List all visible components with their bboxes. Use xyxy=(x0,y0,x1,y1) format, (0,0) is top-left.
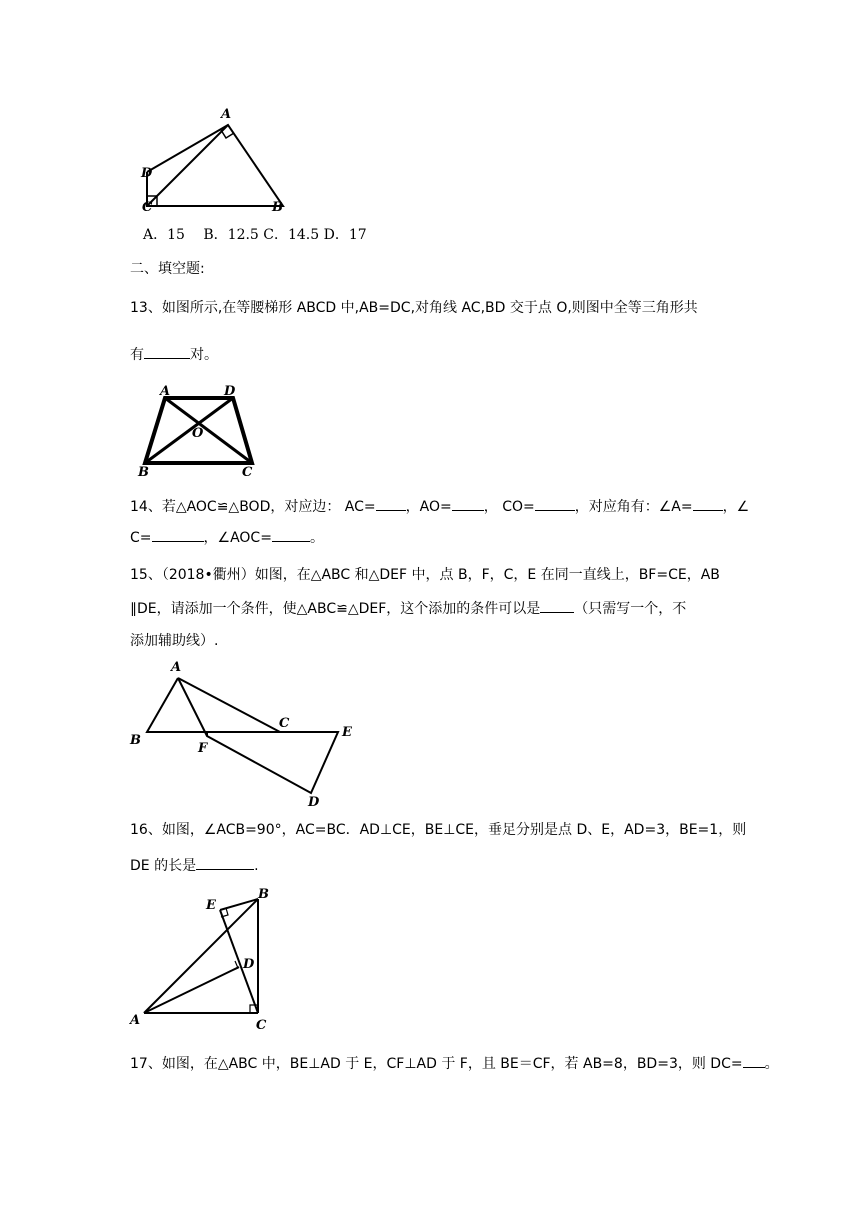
q14-line2 xyxy=(130,527,324,548)
q14-blank-angle-c[interactable] xyxy=(152,527,204,542)
q16-answer-blank[interactable] xyxy=(196,855,254,870)
q15-line2-pre: ∥DE，请添加一个条件，使△ABC≌△DEF，这个添加的条件可以是 xyxy=(130,601,541,617)
point-label-a: A xyxy=(160,384,171,399)
q15-line2 xyxy=(130,598,686,619)
q13-line2 xyxy=(130,344,218,365)
point-label-b: B xyxy=(138,465,149,480)
q14-line2-a: C= xyxy=(130,530,152,546)
q14-blank-ao[interactable] xyxy=(452,496,484,511)
q14-line1-d: ，对应角有：∠A= xyxy=(574,499,693,515)
figure-q13 xyxy=(135,383,265,478)
q17-line1 xyxy=(130,1053,779,1074)
q17-answer-blank[interactable] xyxy=(743,1053,765,1068)
q15-line1: 15、（2018•衢州）如图，在△ABC 和△DEF 中，点 B，F，C，E 在同一直线上，BF=CE，AB xyxy=(130,567,720,583)
section-title: 二、填空题: xyxy=(130,261,205,277)
q14-line2-b: ，∠AOC= xyxy=(203,530,272,546)
q14-blank-co[interactable] xyxy=(535,496,575,511)
point-label-d: D xyxy=(243,957,255,972)
q16-line2 xyxy=(130,855,259,876)
q15-line2-post: （只需写一个，不 xyxy=(574,601,687,617)
q14-line1-c: ， CO= xyxy=(483,499,535,515)
point-label-o: O xyxy=(192,426,204,441)
q14-blank-angle-aoc[interactable] xyxy=(272,527,310,542)
point-label-e: E xyxy=(342,725,352,740)
q14-line1-b: ，AO= xyxy=(405,499,452,515)
q16-line2-pre: DE 的长是 xyxy=(130,858,197,874)
point-label-a: A xyxy=(221,107,232,122)
q13-answer-blank[interactable] xyxy=(144,344,190,359)
q13-line2-pre: 有 xyxy=(130,347,144,363)
point-label-b: B xyxy=(272,200,283,215)
point-label-c: C xyxy=(256,1018,267,1033)
point-label-c: C xyxy=(242,465,253,480)
figure-q15 xyxy=(125,658,360,808)
point-label-b: B xyxy=(258,887,269,902)
point-label-b: B xyxy=(130,733,141,748)
point-label-e: E xyxy=(206,898,216,913)
point-label-d: D xyxy=(308,795,320,810)
q14-line1-e: ，∠ xyxy=(722,499,750,515)
point-label-d: D xyxy=(141,166,153,181)
figure-q12 xyxy=(130,98,300,218)
q12-options: A．15 B．12.5 C．14.5 D．17 xyxy=(143,227,367,243)
q17-line1-post: 。 xyxy=(764,1056,779,1072)
q14-blank-ac[interactable] xyxy=(376,496,406,511)
point-label-c: C xyxy=(279,716,290,731)
q14-line1 xyxy=(130,496,749,517)
q16-line2-post: . xyxy=(254,858,259,874)
q15-answer-blank[interactable] xyxy=(540,598,574,613)
point-label-a: A xyxy=(130,1013,141,1028)
q16-line1: 16、如图，∠ACB=90°，AC=BC．AD⊥CE，BE⊥CE，垂足分别是点 D、E，AD=3，BE=1，则 xyxy=(130,822,747,838)
q13-line2-post: 对。 xyxy=(190,347,218,363)
point-label-c: C xyxy=(142,200,153,215)
point-label-f: F xyxy=(198,741,208,756)
figure-q16 xyxy=(128,885,278,1035)
q15-line3: 添加辅助线）. xyxy=(130,633,219,649)
q17-line1-pre: 17、如图，在△ABC 中，BE⊥AD 于 E，CF⊥AD 于 F，且 BE＝CF，若 AB=8，BD=3，则 DC= xyxy=(130,1056,743,1072)
q14-line2-c: 。 xyxy=(309,530,324,546)
point-label-a: A xyxy=(171,660,182,675)
q14-line1-a: 14、若△AOC≌△BOD，对应边： AC= xyxy=(130,499,376,515)
q13-line1: 13、如图所示,在等腰梯形 ABCD 中,AB=DC,对角线 AC,BD 交于点 O,则图中全等三角形共 xyxy=(130,300,698,316)
q14-blank-angle-a[interactable] xyxy=(693,496,723,511)
point-label-d: D xyxy=(224,384,236,399)
